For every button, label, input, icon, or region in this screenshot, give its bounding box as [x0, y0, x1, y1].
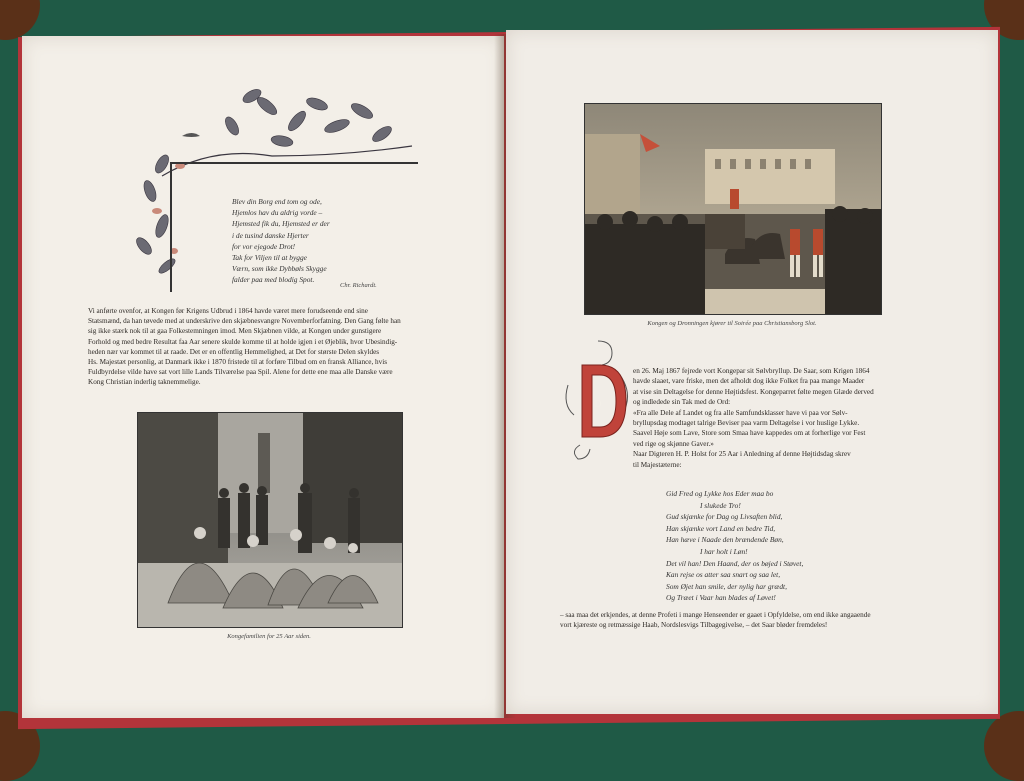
drop-cap-letter: D [594, 399, 602, 410]
poem-line: Han hæve i Naade den brændende Bøn, [666, 535, 784, 545]
text-line: Naar Digteren H. P. Holst for 25 Aar i Anledning af denne Højtidsdag skrev [633, 450, 851, 459]
poem-line: Det vil han! Den Haand, der os bøjed i Støvet, [666, 558, 804, 568]
table-corner [984, 711, 1024, 781]
photo-caption: Kongen og Dronningen kjører til Soirée paa Christiansborg Slot. [647, 320, 817, 327]
text-line: Forhold og med bedre Resultat faa Aar senere skulde komme til at holde igjen i et Øjeblik, hvor Ubesindig- [88, 337, 398, 346]
poem-line: Tak for Viljen til at bygge [232, 253, 307, 263]
table-corner [0, 0, 40, 40]
text-line: og indledede sin Tak med de Ord: [633, 398, 731, 407]
poem-line: for vor ejegode Drot! [232, 241, 296, 251]
poem-line: Gid Fred og Lykke hos Eder maa bo [666, 489, 774, 498]
photo-caption: Kongefamilien for 25 Aar siden. [227, 633, 311, 640]
poem-line: Hjemsted fik du, Hjemsted er der [232, 219, 330, 229]
text-line: en 26. Maj 1867 fejrede vort Kongepar sit Sølvbryllup. De Saar, som Krigen 1864 [633, 367, 870, 375]
text-line: Kong Christian inderlig taknemmelige. [88, 378, 201, 387]
poem-line: Som Øjet han smile, der nylig har grædt, [666, 581, 787, 591]
poem-line: Hjemlos hav du aldrig vorde – [232, 208, 323, 218]
ornamental-drop-cap [560, 335, 636, 461]
frame-rule [170, 162, 172, 292]
poem [232, 196, 432, 286]
text-line: – saa maa det erkjendes, at denne Profeti i mange Henseender er gaaet i Opfyldelse, om end ikke angaaende [560, 611, 871, 619]
frame-rule [170, 162, 418, 164]
poem-line: i de tusind danske Hjerter [232, 230, 309, 240]
parade-illustration [584, 103, 882, 315]
right-page [506, 30, 998, 714]
poem-line: Blev din Borg end tom og ode, [232, 197, 322, 206]
text-line: Vi anførte ovenfor, at Kongen før Krigens Udbrud i 1864 havde været mere forudseende end sine [88, 307, 368, 315]
left-page [22, 36, 504, 718]
closing-paragraph [560, 610, 930, 631]
poem-line: falder paa med blodig Spot. [232, 275, 315, 285]
poem-author: Chr. Richardt. [340, 282, 377, 289]
text-line: havde slaaet, vare friske, men det afholdt dog ikke Folket fra paa mange Maader [633, 377, 865, 386]
text-line: «Fra alle Dele af Landet og fra alle Samfundsklasser have vi paa vor Sølv- [633, 408, 848, 417]
poem-line: Gud skjænke for Dag og Livsaften blid, [666, 512, 783, 522]
poem-line: Værn, som ikke Dybbøls Skygge [232, 264, 327, 274]
text-line: ved rige og skjønne Gaver.» [633, 439, 714, 448]
poem [666, 488, 866, 604]
text-line: vort kjæreste og retmæssige Haab, Nordslesvigs Tilbagegivelse, – det Saar bløder fremdeles! [560, 621, 828, 630]
text-line: Hs. Majestæt personlig, at Danmark ikke i 1870 fristede til at forføre Tilbud om en fransk Alliance, hvis [88, 358, 388, 367]
body-paragraph [88, 306, 450, 388]
body-paragraph [633, 366, 925, 470]
text-line: bryllupsdag modtaget talrige Beviser paa varm Deltagelse i vor huslige Lykke. [633, 419, 860, 428]
text-line: til Majestæterne: [633, 460, 682, 469]
text-line: Saavel Høje som Lave, Store som Smaa have kappedes om at forherlige vor Fest [633, 429, 866, 438]
poem-line: I slukede Tro! [700, 500, 741, 510]
text-line: sig ikke stærk nok til at gaa Folkestemningen imod. Men Skjæbnen vilde, at Kongen under gunstigere [88, 327, 382, 336]
text-line: Statsmænd, da han tøvede med at underskrive den skjæbnesvangre Novemberforfatning. Den Gang følte han [88, 317, 401, 326]
poem-line: Og Træet i Vaar han blades af Løvet! [666, 593, 776, 603]
text-line: at vise sin Deltagelse for denne Højtidsfest. Kongeparret følte megen Glæde derved [633, 387, 874, 396]
poem-line: Kan rejse os atter saa snart og saa let, [666, 570, 781, 580]
text-line: Fuldbyrdelse vilde have sat vort lille Lands Tilværelse paa Spil. Alene for dette ene maa alle Danske være [88, 368, 393, 377]
royal-family-photo [137, 412, 403, 628]
text-line: heden nær var kommet til at raade. Det er en offentlig Hemmelighed, at Det for største Delen skyldes [88, 347, 380, 356]
poem-line: Han skjænke vort Land en bedre Tid, [666, 523, 776, 533]
poem-line: I har holt i Løn! [700, 546, 748, 556]
